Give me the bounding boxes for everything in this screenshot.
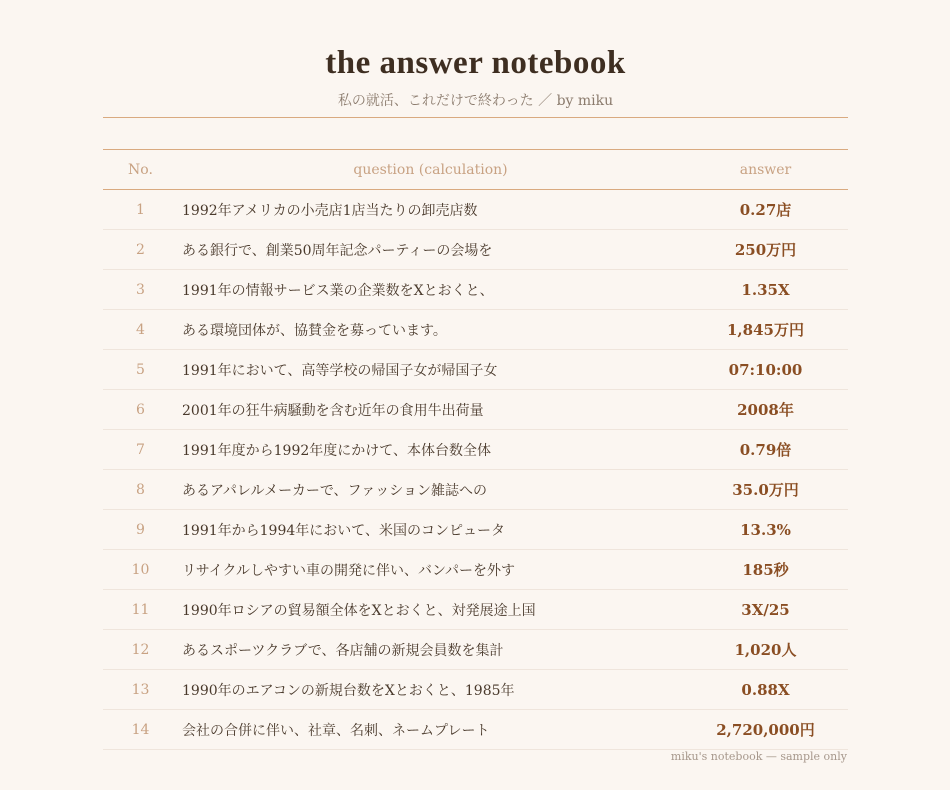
table-row [103, 470, 848, 510]
table-row [103, 670, 848, 710]
row-question: 1992年アメリカの小売店1店当たりの卸売店数 [178, 190, 683, 230]
row-answer: 2,720,000円 [683, 710, 848, 750]
row-number: 7 [103, 430, 178, 470]
row-number: 6 [103, 390, 178, 430]
row-question: 1991年の情報サービス業の企業数をXとおくと、 [178, 270, 683, 310]
row-number: 1 [103, 190, 178, 230]
row-answer: 0.88X [683, 670, 848, 710]
page-header [103, 40, 848, 110]
column-header-no: No. [103, 150, 178, 190]
row-answer: 0.27店 [683, 190, 848, 230]
row-number: 11 [103, 590, 178, 630]
table-row [103, 390, 848, 430]
row-answer: 3X/25 [683, 590, 848, 630]
table-row [103, 590, 848, 630]
row-question: 1991年度から1992年度にかけて、本体台数全体 [178, 430, 683, 470]
row-number: 4 [103, 310, 178, 350]
row-question: 1991年から1994年において、米国のコンピュータ [178, 510, 683, 550]
row-answer: 0.79倍 [683, 430, 848, 470]
row-answer: 185秒 [683, 550, 848, 590]
row-question: 2001年の狂牛病騒動を含む近年の食用牛出荷量 [178, 390, 683, 430]
row-number: 2 [103, 230, 178, 270]
table-header-row [103, 150, 848, 190]
row-question: リサイクルしやすい車の開発に伴い、バンパーを外す [178, 550, 683, 590]
row-number: 9 [103, 510, 178, 550]
row-question: ある環境団体が、協賛金を募っています。 [178, 310, 683, 350]
row-answer: 07:10:00 [683, 350, 848, 390]
row-answer: 1,020人 [683, 630, 848, 670]
row-number: 3 [103, 270, 178, 310]
row-question: 1990年ロシアの貿易額全体をXとおくと、対発展途上国 [178, 590, 683, 630]
row-number: 13 [103, 670, 178, 710]
row-answer: 1.35X [683, 270, 848, 310]
row-number: 5 [103, 350, 178, 390]
row-question: ある銀行で、創業50周年記念パーティーの会場を [178, 230, 683, 270]
table-row [103, 270, 848, 310]
column-header-question: question (calculation) [178, 150, 683, 190]
row-question: あるスポーツクラブで、各店舗の新規会員数を集計 [178, 630, 683, 670]
table-row [103, 710, 848, 750]
footer-note: miku's notebook — sample only [670, 750, 847, 763]
row-answer: 13.3% [683, 510, 848, 550]
table-row [103, 230, 848, 270]
row-question: あるアパレルメーカーで、ファッション雑誌への [178, 470, 683, 510]
row-number: 10 [103, 550, 178, 590]
table-row [103, 350, 848, 390]
row-answer: 35.0万円 [683, 470, 848, 510]
page-title: the answer notebook [325, 45, 626, 81]
table-row [103, 630, 848, 670]
row-question: 1990年のエアコンの新規台数をXとおくと、1985年 [178, 670, 683, 710]
table-body [103, 190, 848, 750]
header-divider [103, 117, 848, 118]
table-row [103, 510, 848, 550]
row-answer: 1,845万円 [683, 310, 848, 350]
row-answer: 250万円 [683, 230, 848, 270]
row-number: 12 [103, 630, 178, 670]
row-number: 14 [103, 710, 178, 750]
table-row [103, 310, 848, 350]
table-row [103, 190, 848, 230]
table-row [103, 430, 848, 470]
table-row [103, 550, 848, 590]
row-number: 8 [103, 470, 178, 510]
column-header-answer: answer [683, 150, 848, 190]
row-answer: 2008年 [683, 390, 848, 430]
row-question: 会社の合併に伴い、社章、名刺、ネームプレート [178, 710, 683, 750]
row-question: 1991年において、高等学校の帰国子女が帰国子女 [178, 350, 683, 390]
page-subtitle: 私の就活、これだけで終わった ／ by miku [337, 93, 614, 109]
answer-table [103, 149, 848, 750]
